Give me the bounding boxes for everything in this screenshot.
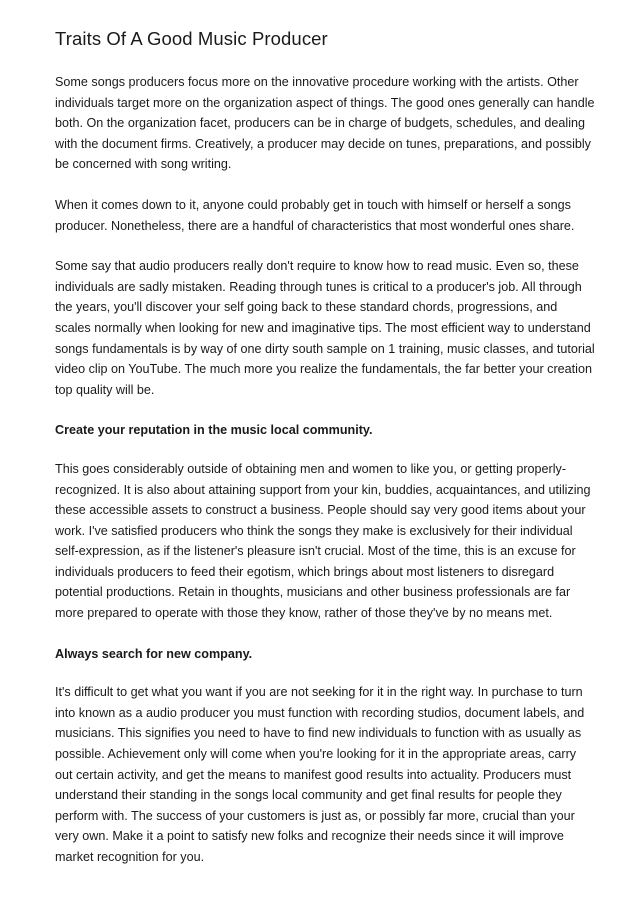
new-company-paragraph: It's difficult to get what you want if you are not seeking for it in the right way. In purchase to turn into known as a audio producer you must function with recording studios, document labels, and musicians. This signifies you need to have to find new individuals to function with as usually as possible. Achievement only will come when you're looking for it in the appropriate areas, carry out certain activity, and get the means to manifest good results into actuality. Producers must understand their standing in the songs local community and get final results for people they perform with. The success of your customers is just as, or possibly far more, crucial than your very own. Make it a point to satisfy new folks and recognize their needs since it will improve market recognition for you. (55, 685, 585, 864)
characteristics-paragraph: When it comes down to it, anyone could probably get in touch with himself or herself a songs producer. Nonetheless, there are a handful of characteristics that most wonderful ones share. (55, 197, 575, 233)
reputation-paragraph: This goes considerably outside of obtaining men and women to like you, or getting properly-recognized. It is also about attaining support from your kin, buddies, acquaintances, and utilizing these accessible assets to construct a business. People should say very good items about your work. I've satisfied producers who think the songs they make is exclusively for their individual self-expression, as if the listener's pleasure isn't crucial. Most of the time, this is an excuse for individuals producers to feed their egotism, which brings about most listeners to disregard potential productions. Retain in thoughts, musicians and other business professionals are far more prepared to operate with those they know, rather of those they've by no means met. (55, 461, 591, 621)
page-title: Traits Of A Good Music Producer (55, 28, 328, 49)
intro-paragraph: Some songs producers focus more on the innovative procedure working with the artists. Other individuals target more on the organization aspect of things. The good ones generally can handle both. On the organization facet, producers can be in charge of budgets, schedules, and dealing with the document firms. Creatively, a producer may decide on tunes, preparations, and possibly be concerned with song writing. (55, 75, 595, 172)
read-music-paragraph: Some say that audio producers really don't require to know how to read music. Even so, these individuals are sadly mistaken. Reading through tunes is critical to a producer's job. All through the years, you'll discover your self going back to these standard chords, progressions, and scales normally when looking for new and imaginative tips. The most efficient way to understand songs fundamentals is by way of one dirty south sample on 1 training, music classes, and tutorial video clip on YouTube. The much more you realize the fundamentals, the far better your creation top quality will be. (55, 259, 595, 397)
section-heading-reputation: Create your reputation in the music local community. (55, 423, 373, 438)
document-page (55, 27, 595, 888)
section-heading-new-company: Always search for new company. (55, 646, 253, 661)
